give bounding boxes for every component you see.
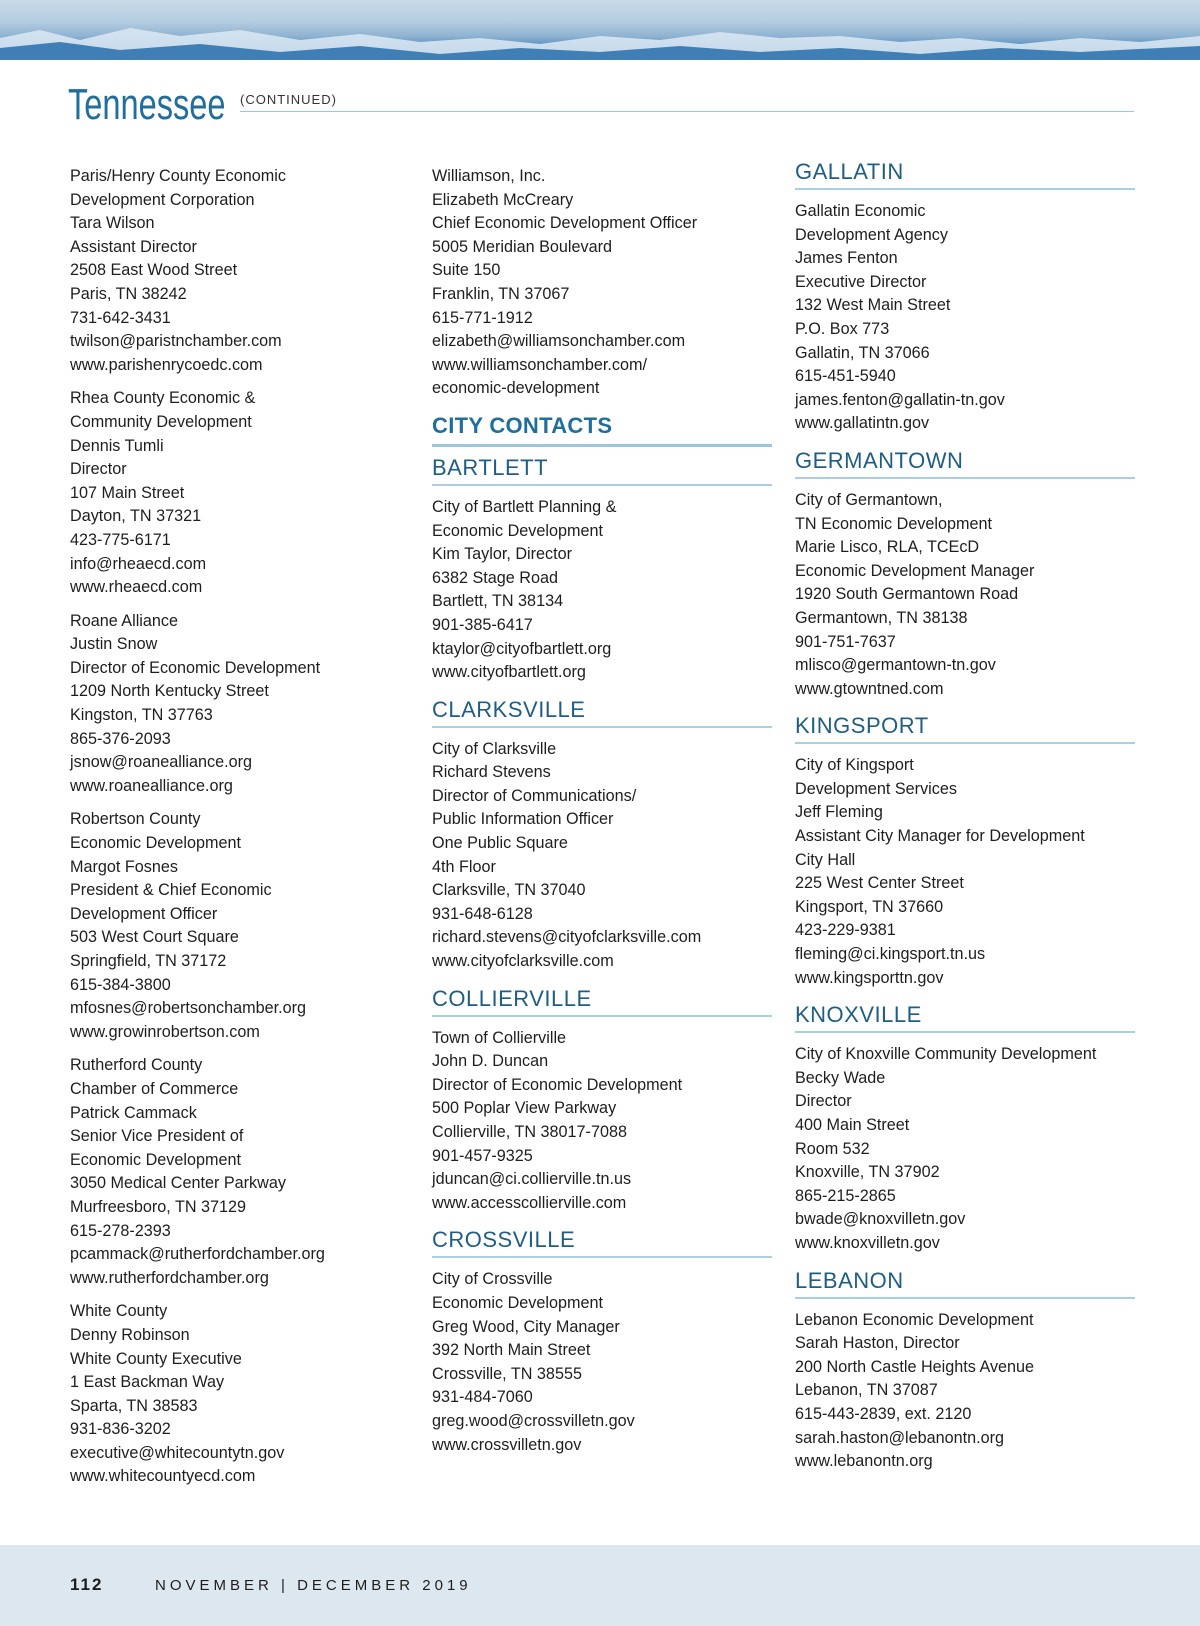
- contact-line: City of Germantown,: [795, 490, 943, 509]
- contact-line: 901-751-7637: [795, 632, 896, 651]
- contact-line: Paris, TN 38242: [70, 284, 187, 303]
- contact-email[interactable]: greg.wood@crossvilletn.gov: [432, 1411, 635, 1430]
- contact-line: John D. Duncan: [432, 1052, 549, 1071]
- contact-line: Springfield, TN 37172: [70, 952, 227, 970]
- contact-line: Elizabeth McCreary: [432, 190, 574, 209]
- contact-line: Collierville, TN 38017-7088: [432, 1123, 627, 1141]
- contact-email[interactable]: info@rheaecd.com: [70, 554, 207, 573]
- contact-website[interactable]: www.growinrobertson.com: [70, 1022, 260, 1041]
- contact-website[interactable]: www.lebanontn.org: [795, 1452, 933, 1471]
- contact-line: Economic Development: [70, 834, 241, 853]
- contact-line: Gallatin, TN 37066: [795, 343, 930, 362]
- contact-line: 615-384-3800: [70, 975, 171, 994]
- section-title-city-contacts: CITY CONTACTS: [432, 411, 772, 447]
- page-footer: [0, 1545, 1200, 1626]
- contact-line: Greg Wood, City Manager: [432, 1317, 620, 1336]
- contact-line: Senior Vice President of: [70, 1127, 244, 1146]
- contact-line: Economic Development: [432, 1293, 603, 1312]
- city-heading: CLARKSVILLE: [432, 695, 772, 728]
- contact-line: City Hall: [795, 850, 856, 869]
- contact-line: Rhea County Economic &: [70, 389, 256, 408]
- contact-line: Director: [70, 460, 127, 479]
- contact-line: 6382 Stage Road: [432, 568, 559, 587]
- contact-entry: [795, 1043, 1135, 1255]
- contact-line: Robertson County: [70, 810, 201, 829]
- contact-line: Murfreesboro, TN 37129: [70, 1197, 247, 1216]
- contact-line: Lebanon Economic Development: [795, 1310, 1034, 1329]
- contact-email[interactable]: sarah.haston@lebanontn.org: [795, 1428, 1005, 1447]
- city-heading: KINGSPORT: [795, 711, 1135, 744]
- contact-line: Director of Economic Development: [70, 658, 321, 677]
- contact-line: White County: [70, 1302, 168, 1321]
- contact-line: Tara Wilson: [70, 214, 155, 233]
- contact-line: Community Development: [70, 412, 252, 431]
- contact-line: Marie Lisco, RLA, TCEcD: [795, 538, 980, 557]
- contact-line: White County Executive: [70, 1349, 242, 1368]
- contact-line: Knoxville, TN 37902: [795, 1163, 940, 1182]
- contact-line: Development Services: [795, 779, 957, 798]
- contact-line: City of Kingsport: [795, 756, 914, 775]
- contact-line: Roane Alliance: [70, 611, 178, 630]
- contact-entry: [432, 496, 772, 685]
- contact-line: Kingsport, TN 37660: [795, 897, 944, 916]
- contact-email[interactable]: executive@whitecountytn.gov: [70, 1443, 285, 1462]
- column-3: [795, 159, 1135, 1484]
- contact-entry: [432, 1268, 772, 1457]
- contact-website[interactable]: www.accesscollierville.com: [432, 1193, 627, 1212]
- contact-website[interactable]: www.kingsporttn.gov: [795, 968, 944, 987]
- contact-line: Room 532: [795, 1139, 870, 1158]
- contact-line: 1920 South Germantown Road: [795, 585, 1019, 604]
- contact-line: Richard Stevens: [432, 763, 551, 782]
- contact-email[interactable]: richard.stevens@cityofclarksville.com: [432, 928, 702, 947]
- contact-line: Gallatin Economic: [795, 202, 926, 220]
- contact-email[interactable]: pcammack@rutherfordchamber.org: [70, 1245, 325, 1264]
- contact-line: Becky Wade: [795, 1068, 886, 1087]
- contact-entry: [795, 1309, 1135, 1474]
- contact-line: 931-836-3202: [70, 1420, 171, 1439]
- contact-line: 3050 Medical Center Parkway: [70, 1174, 286, 1193]
- page-header: [68, 80, 1134, 140]
- contact-email[interactable]: twilson@paristnchamber.com: [70, 332, 282, 351]
- contact-email[interactable]: fleming@ci.kingsport.tn.us: [795, 945, 986, 964]
- contact-line: City of Crossville: [432, 1270, 553, 1289]
- contact-email[interactable]: jduncan@ci.collierville.tn.us: [432, 1170, 632, 1189]
- contact-line: Jeff Fleming: [795, 803, 883, 822]
- contact-line: 865-376-2093: [70, 729, 171, 748]
- contact-entry: [432, 1027, 772, 1216]
- contact-line: 901-457-9325: [432, 1146, 533, 1165]
- contact-line: Bartlett, TN 38134: [432, 592, 564, 611]
- contact-line: Clarksville, TN 37040: [432, 881, 586, 900]
- contact-entry: [70, 610, 410, 799]
- contact-line: Executive Director: [795, 272, 927, 291]
- contact-line: Dennis Tumli: [70, 436, 164, 455]
- contact-line: 4th Floor: [432, 857, 496, 876]
- contact-line: Crossville, TN 38555: [432, 1364, 582, 1383]
- contact-line: Rutherford County: [70, 1056, 203, 1075]
- contact-line: 615-771-1912: [432, 308, 533, 327]
- contact-line: President & Chief Economic: [70, 881, 272, 900]
- contact-website[interactable]: economic-development: [432, 379, 600, 398]
- contact-website[interactable]: www.knoxvilletn.gov: [795, 1233, 940, 1252]
- contact-entry: [70, 387, 410, 599]
- city-heading: KNOXVILLE: [795, 1000, 1135, 1033]
- city-heading: COLLIERVILLE: [432, 984, 772, 1017]
- contact-line: James Fenton: [795, 249, 898, 268]
- contact-line: Sparta, TN 38583: [70, 1396, 198, 1415]
- contact-line: Development Agency: [795, 225, 948, 244]
- contact-line: Assistant City Manager for Development: [795, 827, 1085, 846]
- contact-website[interactable]: www.parishenrycoedc.com: [70, 355, 263, 374]
- contact-line: 107 Main Street: [70, 483, 185, 502]
- contact-website[interactable]: www.rheaecd.com: [70, 578, 203, 597]
- contact-entry: [795, 489, 1135, 701]
- contact-email[interactable]: ktaylor@cityofbartlett.org: [432, 639, 612, 658]
- contact-email[interactable]: elizabeth@williamsonchamber.com: [432, 332, 686, 351]
- contact-line: 901-385-6417: [432, 615, 533, 634]
- contact-website[interactable]: www.whitecountyecd.com: [70, 1467, 256, 1486]
- contact-line: Development Corporation: [70, 190, 255, 209]
- contact-entry: [432, 165, 772, 401]
- contact-line: 931-484-7060: [432, 1388, 533, 1407]
- contact-entry: [70, 1300, 410, 1489]
- contact-line: Public Information Officer: [432, 810, 614, 829]
- contact-line: Assistant Director: [70, 237, 197, 256]
- city-heading: BARTLETT: [432, 453, 772, 486]
- mountain-banner: [0, 0, 1200, 60]
- contact-entry: [795, 200, 1135, 436]
- city-heading: GERMANTOWN: [795, 446, 1135, 479]
- contact-line: Paris/Henry County Economic: [70, 167, 286, 185]
- contact-website[interactable]: www.gtowntned.com: [795, 679, 944, 698]
- contact-line: Patrick Cammack: [70, 1103, 197, 1122]
- city-heading: CROSSVILLE: [432, 1225, 772, 1258]
- contact-email[interactable]: jsnow@roanealliance.org: [70, 753, 253, 772]
- contact-line: City of Clarksville: [432, 739, 557, 758]
- contact-line: 931-648-6128: [432, 904, 533, 923]
- contact-line: One Public Square: [432, 834, 568, 853]
- page-number: 112: [70, 1575, 104, 1594]
- contact-entry: [70, 808, 410, 1044]
- contact-line: Director: [795, 1092, 852, 1111]
- contact-line: TN Economic Development: [795, 514, 993, 533]
- contact-entry: [432, 738, 772, 974]
- contact-website[interactable]: www.roanealliance.org: [70, 776, 233, 795]
- city-heading: LEBANON: [795, 1266, 1135, 1299]
- column-2: [432, 165, 772, 1467]
- contact-line: 615-443-2839, ext. 2120: [795, 1404, 972, 1423]
- contact-line: Denny Robinson: [70, 1325, 190, 1344]
- contact-line: 2508 East Wood Street: [70, 261, 238, 280]
- contact-website[interactable]: www.cityofclarksville.com: [432, 952, 614, 971]
- city-heading: GALLATIN: [795, 157, 1135, 190]
- contact-line: Sarah Haston, Director: [795, 1334, 960, 1353]
- contact-email[interactable]: mlisco@germantown-tn.gov: [795, 656, 996, 675]
- contact-line: 200 North Castle Heights Avenue: [795, 1357, 1035, 1376]
- column-1: [70, 165, 410, 1499]
- contact-line: P.O. Box 773: [795, 319, 890, 338]
- contact-website[interactable]: www.gallatintn.gov: [795, 414, 930, 433]
- contact-line: 225 West Center Street: [795, 874, 964, 893]
- contact-line: Development Officer: [70, 904, 218, 923]
- contact-line: 615-278-2393: [70, 1221, 171, 1240]
- contact-line: 400 Main Street: [795, 1116, 910, 1134]
- contact-line: Germantown, TN 38138: [795, 608, 968, 627]
- contact-line: City of Knoxville Community Development: [795, 1045, 1097, 1064]
- contact-line: 865-215-2865: [795, 1186, 896, 1205]
- title-rule: [240, 111, 1134, 112]
- contact-line: 392 North Main Street: [432, 1341, 591, 1360]
- contact-email[interactable]: bwade@knoxvilletn.gov: [795, 1210, 966, 1229]
- contact-website[interactable]: www.crossvilletn.gov: [432, 1435, 582, 1454]
- contact-line: Economic Development: [432, 521, 603, 540]
- contact-line: Lebanon, TN 37087: [795, 1381, 938, 1400]
- contact-entry: [70, 1054, 410, 1290]
- contact-line: 1209 North Kentucky Street: [70, 682, 269, 701]
- contact-line: 503 West Court Square: [70, 928, 239, 947]
- contact-line: Town of Collierville: [432, 1028, 567, 1047]
- page-title: Tennessee: [68, 80, 226, 129]
- contact-line: Chamber of Commerce: [70, 1079, 239, 1098]
- contact-line: 423-229-9381: [795, 921, 896, 940]
- contact-line: 615-451-5940: [795, 367, 896, 386]
- contact-entry: [795, 754, 1135, 990]
- contact-line: Kim Taylor, Director: [432, 545, 573, 564]
- contact-line: Economic Development Manager: [795, 561, 1035, 580]
- contact-email[interactable]: mfosnes@robertsonchamber.org: [70, 999, 306, 1018]
- contact-line: 731-642-3431: [70, 308, 171, 327]
- contact-website[interactable]: www.rutherfordchamber.org: [70, 1268, 269, 1287]
- contact-line: City of Bartlett Planning &: [432, 497, 617, 516]
- contact-line: Margot Fosnes: [70, 857, 178, 876]
- contact-line: 132 West Main Street: [795, 296, 951, 315]
- contact-line: 423-775-6171: [70, 530, 171, 549]
- contact-line: Director of Economic Development: [432, 1075, 683, 1094]
- contact-line: 1 East Backman Way: [70, 1373, 225, 1392]
- contact-line: 5005 Meridian Boulevard: [432, 237, 612, 256]
- contact-website[interactable]: www.williamsonchamber.com/: [432, 355, 647, 374]
- contact-line: Director of Communications/: [432, 786, 637, 805]
- contact-line: Economic Development: [70, 1150, 241, 1169]
- contact-line: Kingston, TN 37763: [70, 706, 213, 725]
- contact-line: Chief Economic Development Officer: [432, 214, 698, 233]
- contact-website[interactable]: www.cityofbartlett.org: [432, 663, 586, 682]
- contact-entry: [70, 165, 410, 377]
- mountain-range-graphic: [0, 0, 1200, 60]
- contact-line: Dayton, TN 37321: [70, 507, 202, 526]
- issue-date: NOVEMBER | DECEMBER 2019: [155, 1577, 472, 1594]
- contact-line: Williamson, Inc.: [432, 167, 546, 185]
- contact-email[interactable]: james.fenton@gallatin-tn.gov: [795, 390, 1005, 409]
- contact-line: Franklin, TN 37067: [432, 284, 570, 303]
- contact-line: Justin Snow: [70, 635, 158, 654]
- contact-line: 500 Poplar View Parkway: [432, 1099, 617, 1118]
- continued-label: (CONTINUED): [240, 92, 337, 107]
- contact-line: Suite 150: [432, 261, 501, 280]
